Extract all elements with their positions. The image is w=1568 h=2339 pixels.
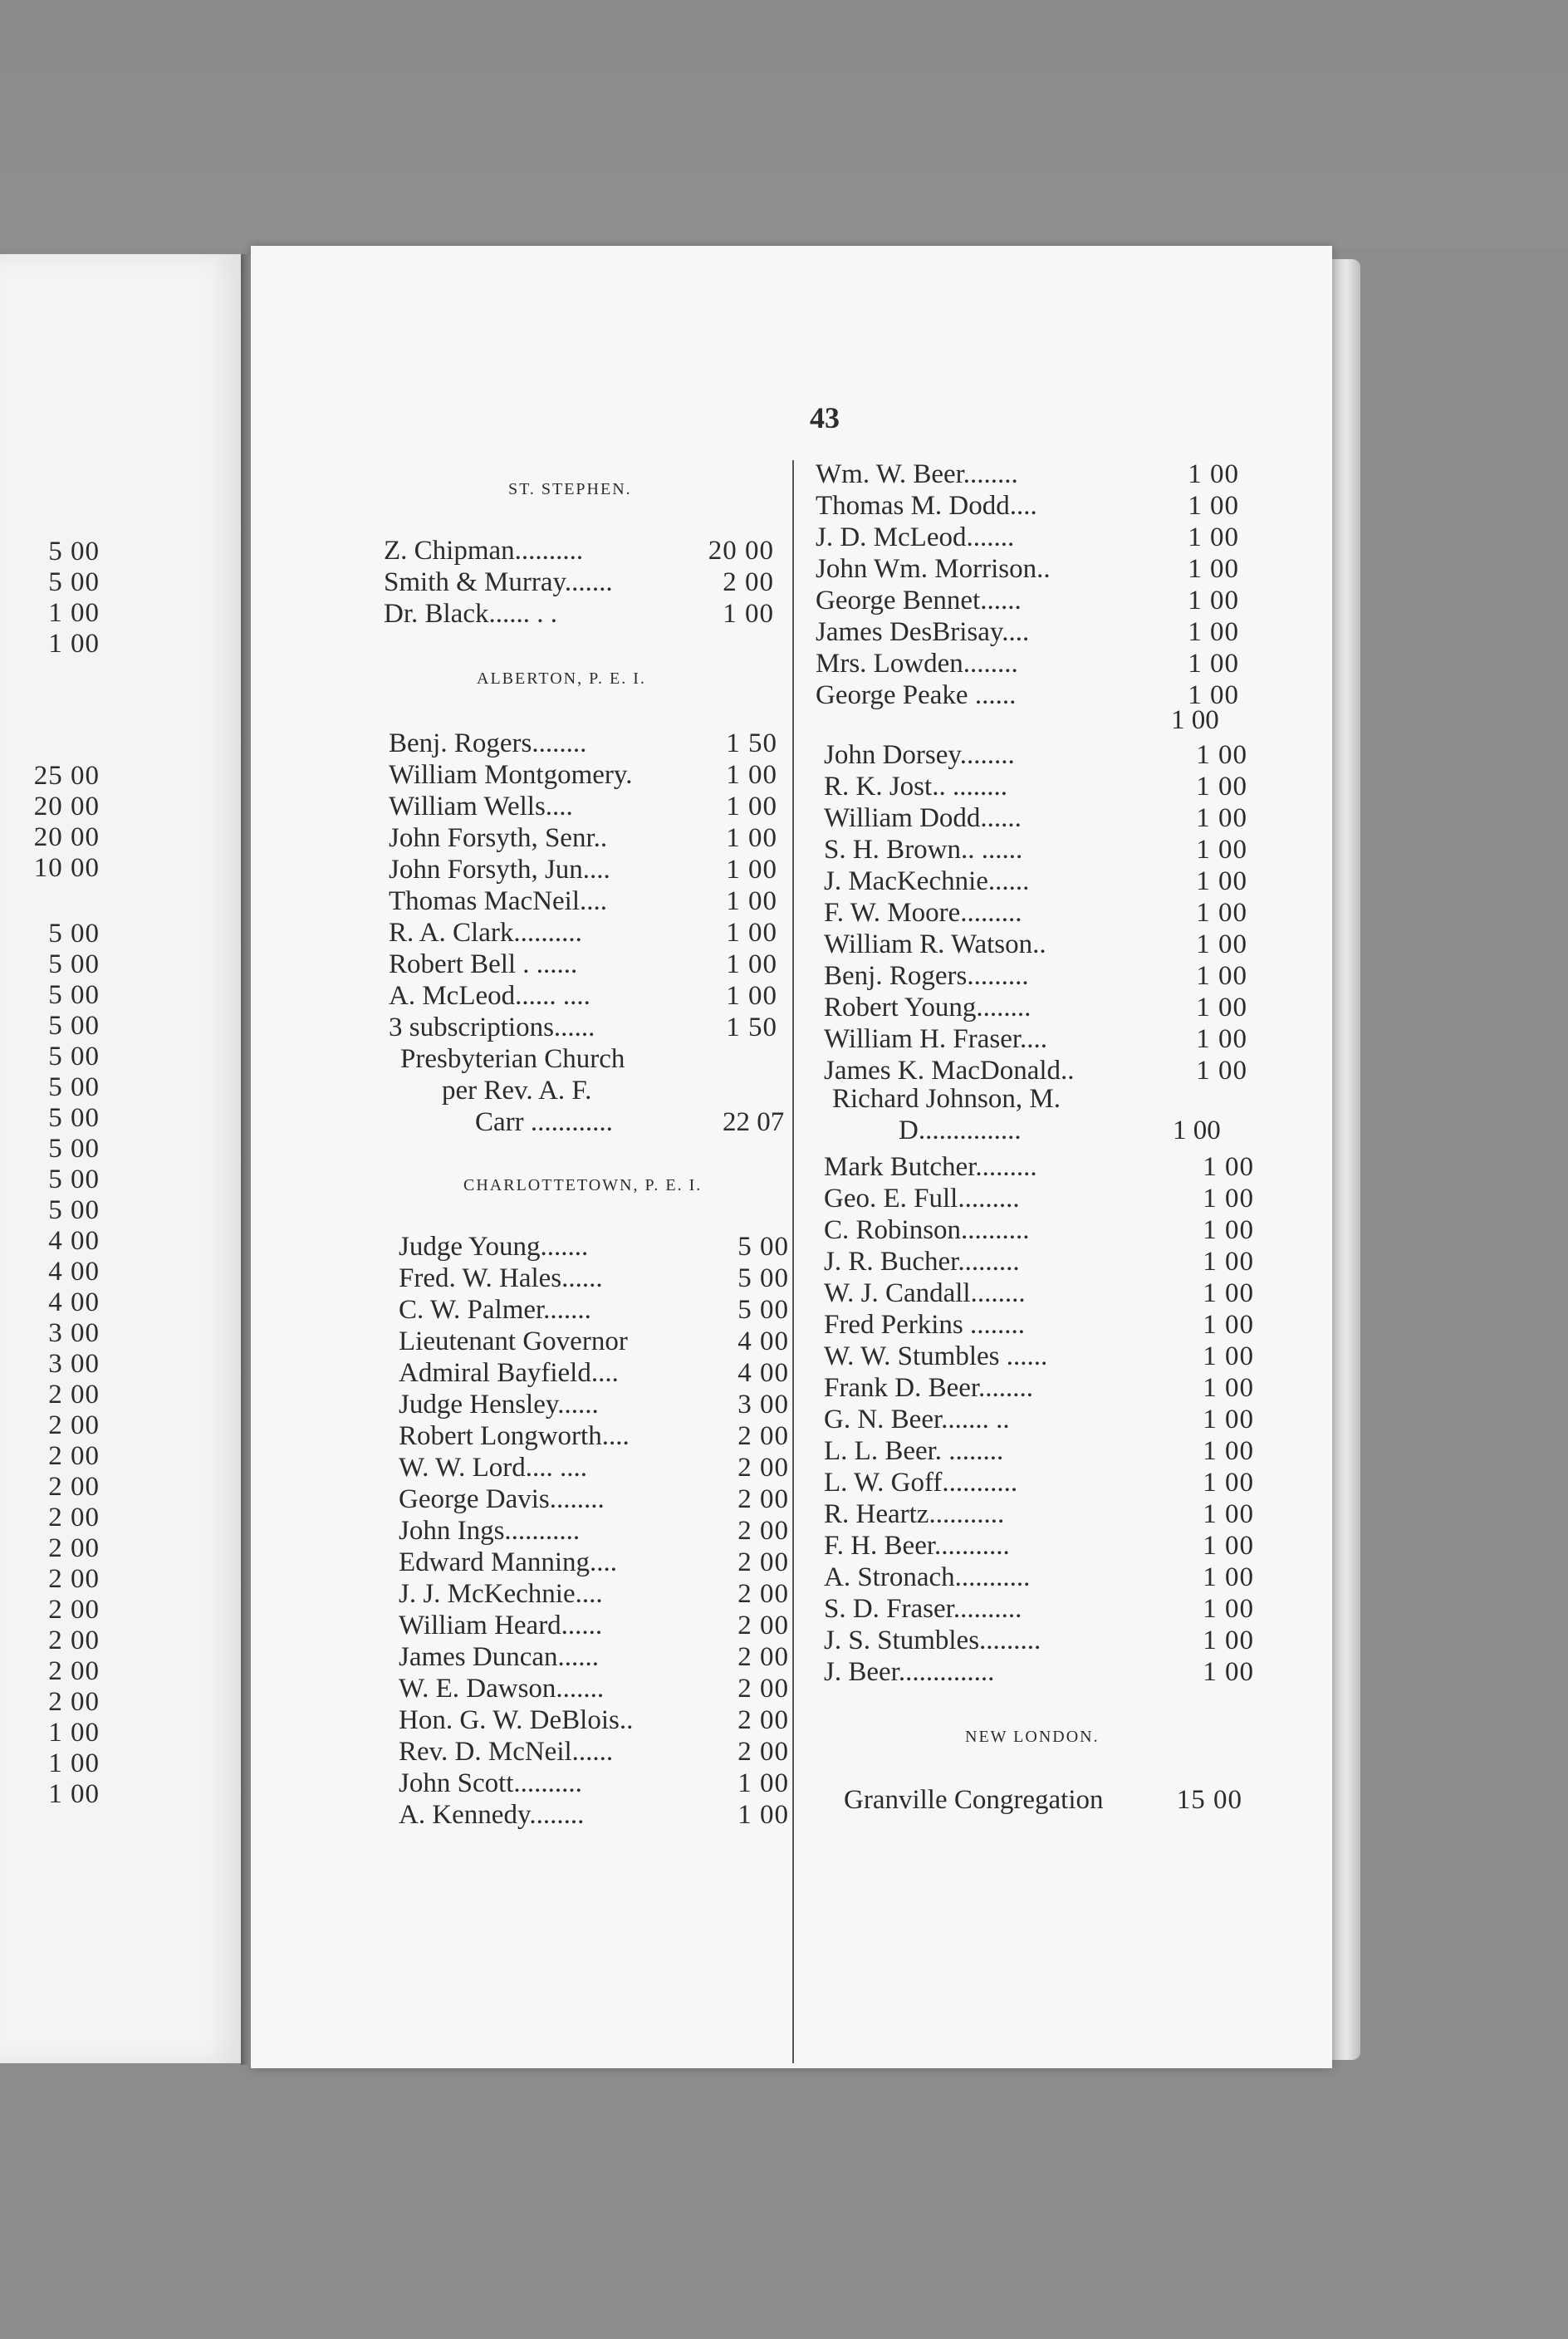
entry-name: A. McLeod...... .... [389,981,590,1011]
church-line-1: Presbyterian Church [400,1044,625,1074]
entry-name: Thomas M. Dodd.... [816,491,1037,521]
entry-name: George Peake ...... [816,680,1017,710]
entry-row [399,1420,789,1452]
entry-name: James K. MacDonald.. [824,1056,1075,1086]
entry-row [824,1023,1247,1055]
left-page-amount: 1 00 [48,629,100,659]
entry-row [824,771,1247,802]
entry-row [824,834,1247,865]
entry-row [389,822,777,854]
entry-name: William Montgomery. [389,760,633,790]
left-page-amount: 2 00 [48,1441,100,1471]
entry-amount: 1 00 [1196,835,1247,865]
entry-row [399,1578,789,1610]
entry-name: Mark Butcher......... [824,1152,1037,1182]
entry-amount: 1 00 [1188,586,1239,615]
entry-amount: 1 50 [726,1013,777,1042]
entry-name: Robert Bell . ...... [389,949,578,979]
left-page-amount: 1 00 [48,1779,100,1809]
entry-name: R. K. Jost.. ........ [824,772,1007,802]
entry-name: Granville Congregation [844,1785,1104,1815]
entry-amount: 1 00 [1196,1056,1247,1086]
page-number: 43 [810,401,840,434]
entry-row [824,1341,1254,1372]
entry-row [816,585,1239,616]
heading-alberton: ALBERTON, P. E. I. [477,669,646,688]
johnson-line-1: Richard Johnson, M. [832,1084,1061,1114]
entry-name: Edward Manning.... [399,1547,618,1577]
entry-row [824,1309,1254,1341]
entry-amount: 1 00 [1203,1215,1254,1245]
entry-row [824,1183,1254,1214]
entry-amount: 1 00 [723,599,774,629]
entry-row [389,854,777,885]
entry-row [824,739,1247,771]
entry-amount: 20 00 [708,536,774,566]
entry-row [399,1547,789,1578]
entry-amount: 1 00 [1188,459,1239,489]
entry-name: L. L. Beer. ........ [824,1436,1004,1466]
entry-name: Judge Hensley...... [399,1390,599,1420]
entry-amount: 1 00 [1196,961,1247,991]
entry-row [824,960,1247,992]
entry-amount: 2 00 [737,1421,789,1451]
heading-st-stephen: ST. STEPHEN. [508,480,632,498]
entry-row [824,1151,1254,1183]
entry-name: Z. Chipman.......... [384,536,584,566]
entry-amount: 1 00 [1196,740,1247,770]
entry-amount: 1 00 [1203,1436,1254,1466]
entry-amount: 2 00 [737,1642,789,1672]
entry-name: J. D. McLeod....... [816,522,1015,552]
entry-row [824,1372,1254,1404]
entry-name: Mrs. Lowden........ [816,649,1018,679]
left-page-amount: 5 00 [48,980,100,1010]
entry-name: J. J. McKechnie.... [399,1579,603,1609]
left-page-amount: 2 00 [48,1687,100,1717]
entry-amount: 1 00 [1203,1278,1254,1308]
left-page-amount: 25 00 [33,761,100,791]
entry-name: Fred Perkins ........ [824,1310,1025,1340]
book-gutter [241,254,251,2065]
entry-row [399,1704,789,1736]
entry-amount: 1 00 [1196,803,1247,833]
entry-amount: 1 00 [1188,522,1239,552]
entry-name: Dr. Black...... . . [384,599,557,629]
entry-row [399,1610,789,1641]
entry-name: W. W. Lord.... .... [399,1453,588,1483]
entry-row [399,1263,789,1294]
entry-amount: 1 00 [1188,491,1239,521]
entry-row [389,791,777,822]
entry-row [399,1515,789,1547]
entry-row [816,553,1239,585]
entry-row [824,1467,1254,1498]
left-page-amount: 2 00 [48,1503,100,1532]
entry-amount: 1 00 [737,1768,789,1798]
entry-row [389,885,777,917]
left-page-amount: 1 00 [48,1718,100,1748]
left-page-amount: 5 00 [48,567,100,597]
entry-name: George Davis........ [399,1484,605,1514]
entry-amount: 2 00 [737,1516,789,1546]
entry-amount: 5 00 [737,1232,789,1262]
entry-amount: 1 00 [1188,680,1239,710]
entry-amount: 1 00 [737,1800,789,1830]
entry-row [816,490,1239,522]
entry-row [399,1673,789,1704]
entry-name: Rev. D. McNeil...... [399,1737,614,1767]
entry-row [824,802,1247,834]
entry-amount: 1 50 [726,728,777,758]
entry-name: R. Heartz........... [824,1499,1005,1529]
church-amount: 22 07 [723,1107,785,1137]
entry-row [399,1452,789,1483]
entry-name: John Forsyth, Senr.. [389,823,608,853]
left-page-amount: 3 00 [48,1349,100,1379]
entry-name: 3 subscriptions...... [389,1013,595,1042]
entry-name: James Duncan...... [399,1642,600,1672]
entry-name: John Ings........... [399,1516,581,1546]
entry-row [824,992,1247,1023]
entry-name: Benj. Rogers......... [824,961,1029,991]
entry-amount: 1 00 [1203,1310,1254,1340]
entry-row [824,897,1247,929]
entry-amount: 2 00 [737,1579,789,1609]
left-page-amount: 4 00 [48,1257,100,1287]
entry-row [399,1641,789,1673]
entry-row [824,1404,1254,1435]
entry-row [824,1498,1254,1530]
left-page-amount: 5 00 [48,1042,100,1071]
entry-amount: 5 00 [737,1263,789,1293]
entry-amount: 1 00 [1203,1184,1254,1214]
entry-row [389,949,777,980]
entry-name: J. MacKechnie...... [824,866,1030,896]
entry-amount: 2 00 [737,1611,789,1640]
entry-amount: 1 00 [726,949,777,979]
entry-name: F. W. Moore......... [824,898,1022,928]
entry-amount: 1 00 [1188,554,1239,584]
entry-name: L. W. Goff........... [824,1468,1018,1498]
left-page-amount: 5 00 [48,1134,100,1164]
left-page-amount: 2 00 [48,1564,100,1594]
left-page-amount: 10 00 [33,853,100,883]
entry-name: Thomas MacNeil.... [389,886,608,916]
book-page [251,246,1332,2068]
entry-name: John Dorsey........ [824,740,1015,770]
entry-name: James DesBrisay.... [816,617,1030,647]
left-page-amount: 5 00 [48,537,100,566]
entry-name: Frank D. Beer........ [824,1373,1034,1403]
entry-name: Fred. W. Hales...... [399,1263,603,1293]
entry-amount: 5 00 [737,1295,789,1325]
entry-row [824,865,1247,897]
entry-row [816,648,1239,679]
entry-amount: 1 00 [726,823,777,853]
entry-row [824,1562,1254,1593]
entry-name: W. W. Stumbles ...... [824,1341,1048,1371]
entry-name: William Wells.... [389,792,573,821]
entry-row [824,1246,1254,1277]
entry-row [816,616,1239,648]
left-page-amount: 2 00 [48,1380,100,1410]
left-page-amount: 5 00 [48,1011,100,1041]
entry-amount: 1 00 [726,886,777,916]
entry-name: R. A. Clark.......... [389,918,582,948]
entry-row [824,929,1247,960]
entry-row [389,980,777,1012]
entry-row [389,759,777,791]
entry-row [816,522,1239,553]
entry-row [399,1326,789,1357]
entry-row [816,458,1239,490]
entry-row [824,1625,1254,1656]
entry-amount: 1 00 [1203,1152,1254,1182]
entry-name: William Heard...... [399,1611,603,1640]
left-page-amount: 1 00 [48,598,100,628]
entry-name: William Dodd...... [824,803,1022,833]
entry-name: S. D. Fraser.......... [824,1594,1022,1624]
entry-row [399,1389,789,1420]
entry-row [824,1435,1254,1467]
left-page-amount: 3 00 [48,1318,100,1348]
left-page-amount: 2 00 [48,1595,100,1625]
entry-name: C. W. Palmer....... [399,1295,591,1325]
entry-name: Admiral Bayfield.... [399,1358,619,1388]
entry-name: Lieutenant Governor [399,1326,628,1356]
heading-new-london: NEW LONDON. [965,1728,1100,1746]
entry-name: Geo. E. Full......... [824,1184,1020,1214]
entry-amount: 1 00 [1188,617,1239,647]
entry-row [399,1736,789,1768]
entry-row [384,598,774,630]
entry-granville [844,1784,1242,1816]
entry-amount: 1 00 [1203,1341,1254,1371]
entry-name: J. R. Bucher......... [824,1247,1020,1277]
left-page-amount: 2 00 [48,1626,100,1655]
entry-row [824,1277,1254,1309]
entry-amount: 2 00 [737,1737,789,1767]
entry-name: Benj. Rogers........ [389,728,587,758]
entry-amount: 1 00 [1203,1626,1254,1655]
entry-amount: 1 00 [1203,1531,1254,1561]
entry-row [399,1231,789,1263]
entry-amount: 2 00 [737,1453,789,1483]
entry-amount: 2 00 [737,1674,789,1704]
heading-charlottetown: CHARLOTTETOWN, P. E. I. [463,1176,703,1194]
entry-name: W. E. Dawson....... [399,1674,605,1704]
entry-row [399,1294,789,1326]
entry-name: George Bennet...... [816,586,1022,615]
entry-amount: 2 00 [723,567,774,597]
entry-amount: 1 00 [1196,993,1247,1022]
church-line-2: per Rev. A. F. [442,1076,592,1106]
left-page-amount: 5 00 [48,1072,100,1102]
background-top [0,0,1568,249]
entry-amount: 1 00 [1203,1499,1254,1529]
page-edge [1332,259,1360,2060]
left-page-amount: 2 00 [48,1533,100,1563]
entry-amount: 2 00 [737,1705,789,1735]
entry-amount: 15 00 [1176,1785,1242,1815]
entry-name: William H. Fraser.... [824,1024,1048,1054]
entry-amount: 2 00 [737,1547,789,1577]
entry-name: F. H. Beer........... [824,1531,1010,1561]
entry-amount: 1 00 [1188,649,1239,679]
entry-name: Smith & Murray....... [384,567,613,597]
entry-amount: 1 00 [1203,1594,1254,1624]
entry-name: J. S. Stumbles......... [824,1626,1041,1655]
entry-amount: 1 00 [1203,1373,1254,1403]
entry-name: John Scott.......... [399,1768,582,1798]
entry-row [824,1530,1254,1562]
entry-amount: 2 00 [737,1484,789,1514]
entry-amount: 1 00 [1196,772,1247,802]
entry-row [399,1799,789,1831]
entry-name: John Wm. Morrison.. [816,554,1051,584]
church-line-3: Carr ............ [475,1107,613,1137]
entry-name: A. Kennedy........ [399,1800,585,1830]
left-page-amount: 2 00 [48,1472,100,1502]
left-page-amount: 5 00 [48,949,100,979]
entry-name: Robert Longworth.... [399,1421,630,1451]
entry-row [399,1768,789,1799]
entry-row [824,1214,1254,1246]
entry-name: J. Beer.............. [824,1657,995,1687]
entry-amount: 1 00 [1203,1657,1254,1687]
entry-name: Robert Young........ [824,993,1031,1022]
entry-name: G. N. Beer....... .. [824,1405,1010,1434]
entry-name: Hon. G. W. DeBlois.. [399,1705,634,1735]
entry-amount: 1 00 [1196,898,1247,928]
entry-row [389,728,777,759]
left-page-amount: 1 00 [48,1748,100,1778]
entry-name: Judge Young....... [399,1232,589,1262]
entry-row [824,1593,1254,1625]
entry-amount: 3 00 [737,1390,789,1420]
left-page-amount: 5 00 [48,1103,100,1133]
entry-row [384,535,774,566]
entry-amount: 1 00 [1203,1468,1254,1498]
left-page-amount: 4 00 [48,1287,100,1317]
entry-name: Wm. W. Beer........ [816,459,1018,489]
left-page-amount: 5 00 [48,1195,100,1225]
left-facing-page [0,254,246,2063]
left-page-amount: 5 00 [48,1165,100,1194]
entry-amount: 1 00 [726,760,777,790]
left-page-amount: 20 00 [33,792,100,821]
entry-amount: 1 00 [726,792,777,821]
entry-row [389,1012,777,1043]
entry-row [384,566,774,598]
entry-name: A. Stronach........... [824,1562,1031,1592]
entry-amount: 1 00 [1203,1405,1254,1434]
entry-amount: 1 00 [1203,1562,1254,1592]
orphan-amount: 1 00 [1171,705,1219,735]
entry-row [824,1055,1247,1086]
entry-amount: 1 00 [1196,1024,1247,1054]
left-page-amount: 2 00 [48,1410,100,1440]
entry-amount: 4 00 [737,1326,789,1356]
left-page-amount: 4 00 [48,1226,100,1256]
entry-amount: 4 00 [737,1358,789,1388]
entry-row [399,1483,789,1515]
entry-amount: 1 00 [726,918,777,948]
entry-row [824,1656,1254,1688]
entry-amount: 1 00 [726,981,777,1011]
johnson-amount: 1 00 [1173,1116,1221,1145]
entry-name: William R. Watson.. [824,929,1046,959]
left-page-amount: 2 00 [48,1656,100,1686]
entry-row [399,1357,789,1389]
entry-amount: 1 00 [1196,929,1247,959]
left-page-amount: 20 00 [33,822,100,852]
entry-name: John Forsyth, Jun.... [389,855,610,885]
entry-row [389,917,777,949]
entry-name: S. H. Brown.. ...... [824,835,1023,865]
entry-amount: 1 00 [1203,1247,1254,1277]
entry-name: W. J. Candall........ [824,1278,1026,1308]
entry-amount: 1 00 [1196,866,1247,896]
column-divider [792,460,794,2063]
entry-amount: 1 00 [726,855,777,885]
left-page-amount: 5 00 [48,919,100,949]
johnson-line-2: D............... [899,1116,1022,1145]
entry-name: C. Robinson.......... [824,1215,1030,1245]
